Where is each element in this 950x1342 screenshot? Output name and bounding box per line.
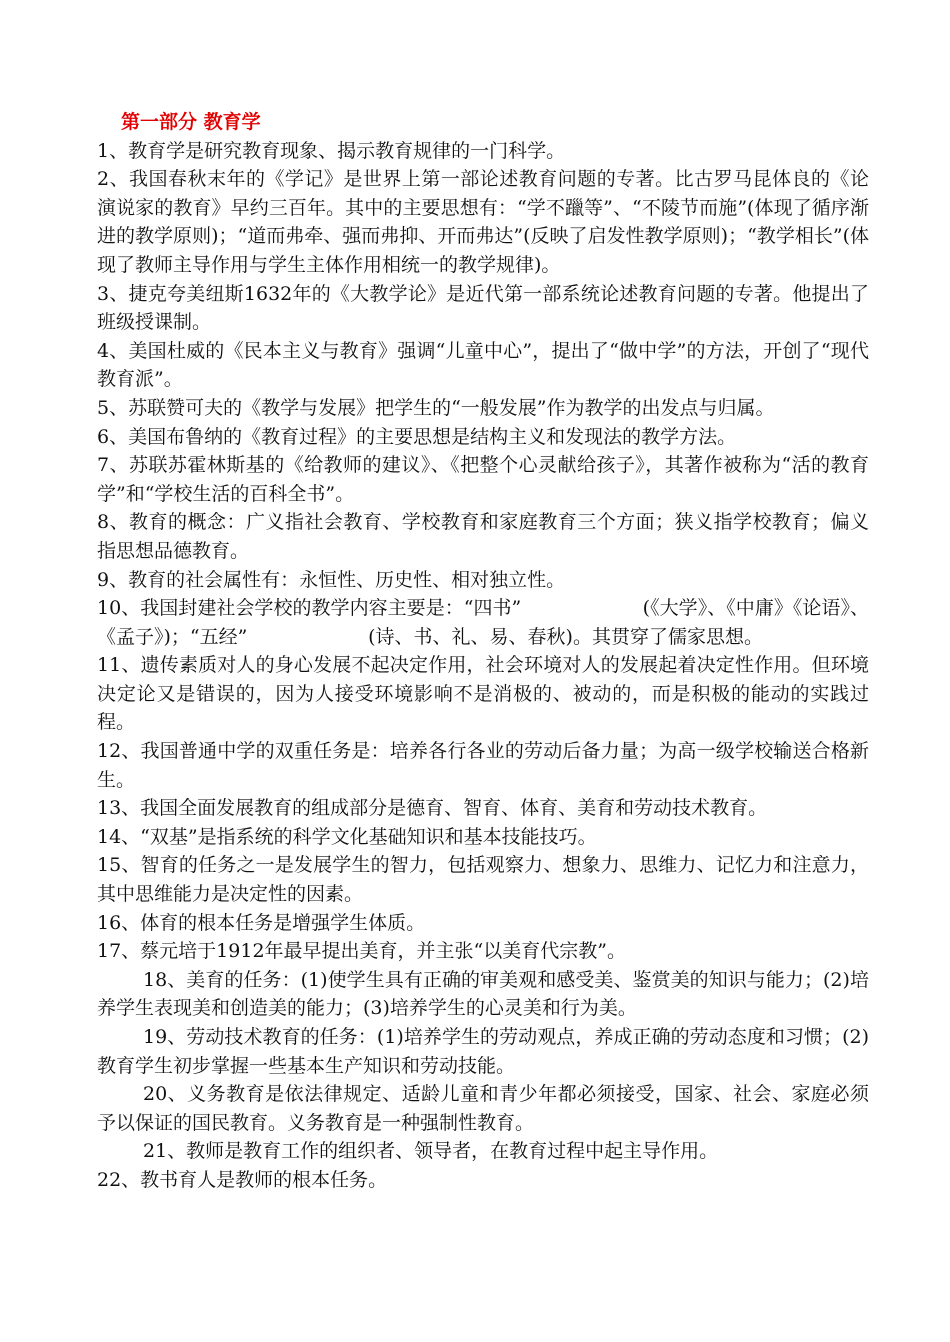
paragraph-17: 17、蔡元培于1912年最早提出美育，并主张“以美育代宗教”。 [97, 940, 626, 963]
paragraph-8: 8、教育的概念：广义指社会教育、学校教育和家庭教育三个方面；狭义指学校教育；偏义指思想品德教育。 [97, 511, 869, 562]
paragraph-2: 2、我国春秋末年的《学记》是世界上第一部论述教育问题的专著。比古罗马昆体良的《论演说家的教育》早约三百年。其中的主要思想有：“学不躐等”、“不陵节而施”(体现了循序渐进的教学原则)；“道而弗牵、强而弗抑、开而弗达”(反映了启发性教学原则)；“教学相长”(体现了教师主导作用与学生主体作用相统一的教学规律)。 [97, 168, 869, 276]
paragraph-13: 13、我国全面发展教育的组成部分是德育、智育、体育、美育和劳动技术教育。 [97, 797, 768, 820]
paragraph-10: 10、我国封建社会学校的教学内容主要是：“四书” (《大学》、《中庸》《论语》、《孟子》)；“五经” (诗、书、礼、易、春秋)。其贯穿了儒家思想。 [97, 597, 869, 648]
paragraph-20: 20、义务教育是依法律规定、适龄儿童和青少年都必须接受，国家、社会、家庭必须予以保证的国民教育。义务教育是一种强制性教育。 [97, 1083, 869, 1134]
paragraph-19: 19、劳动技术教育的任务：(1)培养学生的劳动观点，养成正确的劳动态度和习惯；(2)教育学生初步掌握一些基本生产知识和劳动技能。 [97, 1026, 869, 1077]
paragraph-3: 3、捷克夸美纽斯1632年的《大教学论》是近代第一部系统论述教育问题的专著。他提出了班级授课制。 [97, 282, 869, 334]
paragraph-5: 5、苏联赞可夫的《教学与发展》把学生的“一般发展”作为教学的出发点与归属。 [97, 396, 775, 419]
paragraph-6: 6、美国布鲁纳的《教育过程》的主要思想是结构主义和发现法的教学方法。 [97, 425, 737, 448]
paragraph-22: 22、教书育人是教师的根本任务。 [97, 1168, 388, 1191]
paragraph-7: 7、苏联苏霍林斯基的《给教师的建议》、《把整个心灵献给孩子》，其著作被称为“活的教育学”和“学校生活的百科全书”。 [97, 454, 869, 505]
paragraph-15: 15、智育的任务之一是发展学生的智力，包括观察力、想象力、思维力、记忆力和注意力，其中思维能力是决定性的因素。 [97, 854, 869, 906]
paragraph-4: 4、美国杜威的《民本主义与教育》强调“儿童中心”，提出了“做中学”的方法，开创了“现代教育派”。 [97, 339, 869, 391]
paragraph-14: 14、“双基”是指系统的科学文化基础知识和基本技能技巧。 [97, 825, 597, 848]
section-title: 第一部分 教育学 [121, 111, 261, 133]
paragraph-9: 9、教育的社会属性有：永恒性、历史性、相对独立性。 [97, 568, 566, 591]
document-body [97, 108, 869, 1195]
paragraph-11: 11、遗传素质对人的身心发展不起决定作用，社会环境对人的发展起着决定性作用。但环境决定论又是错误的，因为人接受环境影响不是消极的、被动的，而是积极的能动的实践过程。 [97, 654, 869, 734]
paragraph-21: 21、教师是教育工作的组织者、领导者，在教育过程中起主导作用。 [143, 1140, 719, 1163]
paragraph-1: 1、教育学是研究教育现象、揭示教育规律的一门科学。 [97, 139, 566, 162]
paragraph-18: 18、美育的任务：(1)使学生具有正确的审美观和感受美、鉴赏美的知识与能力；(2)培养学生表现美和创造美的能力；(3)培养学生的心灵美和行为美。 [97, 968, 869, 1020]
paragraph-16: 16、体育的根本任务是增强学生体质。 [97, 911, 426, 934]
paragraph-12: 12、我国普通中学的双重任务是：培养各行各业的劳动后备力量；为高一级学校输送合格新生。 [97, 740, 869, 791]
